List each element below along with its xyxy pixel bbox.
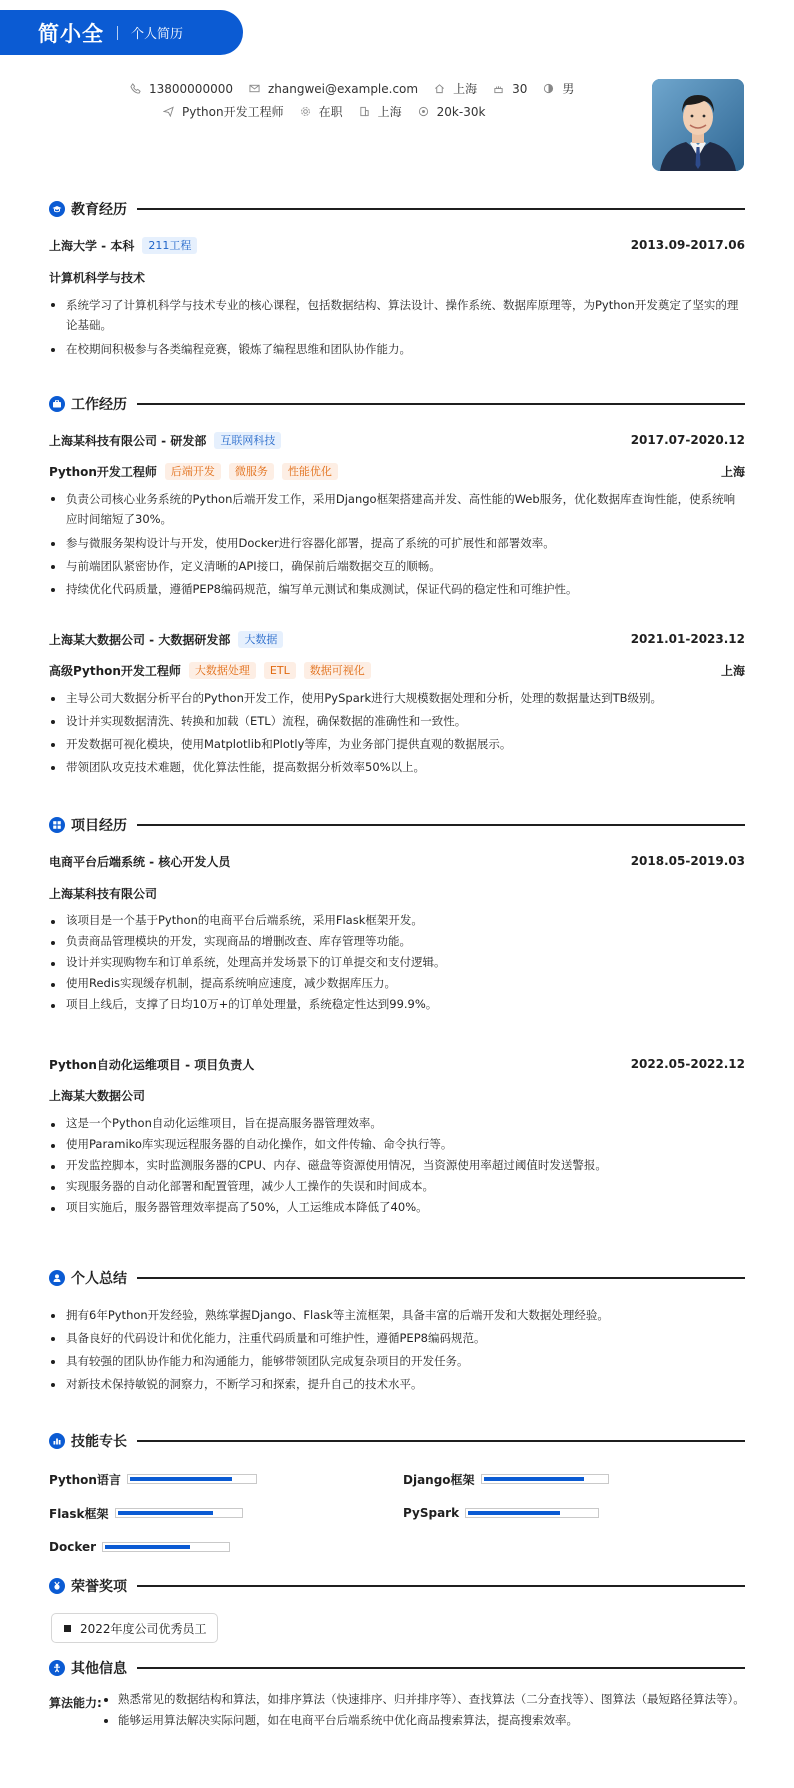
section-projects [49, 815, 745, 835]
project-name: Python自动化运维项目 - 项目负责人 [49, 1057, 255, 1072]
skill-tag: 后端开发 [165, 463, 221, 480]
job-info-row [163, 103, 633, 120]
education-major-row [49, 268, 745, 286]
job-role: 高级Python开发工程师 [49, 663, 181, 678]
home-icon [434, 83, 445, 94]
header-banner [0, 10, 243, 55]
award-text: 2022年度公司优秀员工 [80, 1621, 207, 1636]
school-tag: 211工程 [142, 237, 197, 254]
email-info [249, 82, 418, 96]
briefcase-icon [49, 396, 65, 412]
section-title-work: 工作经历 [71, 397, 127, 413]
list-item: 熟悉常见的数据结构和算法，如排序算法（快速排序、归并排序等）、查找算法（二分查找等）、图算法（最短路径算法等）。 [102, 1689, 745, 1710]
gear-icon [300, 106, 311, 117]
project-company: 上海某科技有限公司 [49, 886, 158, 901]
skill-tag: 大数据处理 [189, 662, 256, 679]
cake-icon [493, 83, 504, 94]
project-1-bullets [49, 910, 745, 1015]
bar-chart-icon [49, 1433, 65, 1449]
skill-tag: 数据可视化 [304, 662, 371, 679]
list-item: 拥有6年Python开发经验，熟练掌握Django、Flask等主流框架，具备丰富的后端开发和大数据处理经验。 [49, 1304, 745, 1327]
skill-bar-fill [468, 1511, 560, 1515]
skill-item [49, 1505, 243, 1521]
section-summary [49, 1268, 745, 1288]
list-item: 具备良好的代码设计和优化能力，注重代码质量和可维护性，遵循PEP8编码规范。 [49, 1327, 745, 1350]
job-role: Python开发工程师 [49, 464, 157, 479]
project-company: 上海某大数据公司 [49, 1088, 146, 1103]
other-label: 算法能力: [49, 1696, 102, 1710]
skill-tag: 微服务 [229, 463, 274, 480]
list-item: 带领团队攻克技术难题，优化算法性能，提高数据分析效率50%以上。 [49, 756, 745, 779]
skill-name: PySpark [403, 1506, 460, 1520]
work-date: 2017.07-2020.12 [630, 433, 745, 447]
resume-subtitle: 个人简历 [131, 27, 184, 42]
list-item: 对新技术保持敏锐的洞察力，不断学习和探索，提升自己的技术水平。 [49, 1373, 745, 1396]
work-1-header [49, 431, 745, 449]
skill-name: Python语言 [49, 1472, 121, 1487]
section-title-skills: 技能专长 [71, 1434, 127, 1450]
skill-name: Flask框架 [49, 1506, 109, 1521]
phone-text: 13800000000 [149, 81, 233, 96]
skill-bar-fill [484, 1477, 584, 1481]
list-item: 参与微服务架构设计与开发，使用Docker进行容器化部署，提高了系统的可扩展性和部署效率。 [49, 532, 745, 555]
skill-item [403, 1471, 609, 1487]
section-skills [49, 1431, 745, 1451]
salary-text: 20k-30k [436, 104, 486, 119]
list-item: 具有较强的团队协作能力和沟通能力，能够带领团队完成复杂项目的开发任务。 [49, 1350, 745, 1373]
section-work [49, 394, 745, 414]
list-item: 项目实施后，服务器管理效率提高了50%，人工运维成本降低了40%。 [49, 1197, 745, 1218]
position-text: Python开发工程师 [182, 105, 284, 119]
work-1-bullets [49, 487, 745, 601]
section-divider [137, 1667, 745, 1669]
section-title-education: 教育经历 [71, 202, 127, 218]
list-item: 项目上线后，支撑了日均10万+的订单处理量，系统稳定性达到99.9%。 [49, 994, 745, 1015]
work-city: 上海 [720, 663, 745, 678]
skill-bar [465, 1508, 599, 1518]
other-bullets [102, 1689, 745, 1731]
section-title-summary: 个人总结 [71, 1271, 127, 1287]
list-item: 设计并实现购物车和订单系统，处理高并发场景下的订单提交和支付逻辑。 [49, 952, 745, 973]
skill-item [403, 1505, 599, 1521]
work-2-bullets [49, 687, 745, 779]
gender-info [543, 80, 574, 97]
project-date: 2018.05-2019.03 [630, 854, 745, 868]
age-text: 30 [512, 81, 528, 96]
header-divider [117, 26, 118, 40]
list-item: 使用Paramiko库实现远程服务器的自动化操作，如文件传输、命令执行等。 [49, 1134, 745, 1155]
skill-bar-fill [105, 1545, 190, 1549]
skill-bar-fill [118, 1511, 213, 1515]
skill-name: Django框架 [403, 1472, 475, 1487]
skill-bar [127, 1474, 257, 1484]
graduation-cap-icon [49, 201, 65, 217]
grid-icon [49, 817, 65, 833]
major: 计算机科学与技术 [49, 270, 146, 285]
project-1-company-row [49, 884, 745, 902]
award-marker [64, 1625, 71, 1632]
skill-bar-fill [130, 1477, 232, 1481]
list-item: 使用Redis实现缓存机制，提高系统响应速度，减少数据库压力。 [49, 973, 745, 994]
summary-bullets [49, 1304, 745, 1396]
list-item: 能够运用算法解决实际问题，如在电商平台后端系统中优化商品搜索算法，提高搜索效率。 [102, 1710, 745, 1731]
list-item: 开发监控脚本，实时监测服务器的CPU、内存、磁盘等资源使用情况，当资源使用率超过阈值时发送警报。 [49, 1155, 745, 1176]
section-divider [137, 208, 745, 210]
list-item: 在校期间积极参与各类编程竞赛，锻炼了编程思维和团队协作能力。 [49, 338, 745, 361]
list-item: 实现服务器的自动化部署和配置管理，减少人工操作的失误和时间成本。 [49, 1176, 745, 1197]
school-name: 上海大学 - 本科 [49, 238, 135, 253]
building-icon [359, 106, 370, 117]
project-date: 2022.05-2022.12 [630, 1057, 745, 1071]
salary-info [418, 105, 486, 119]
company-name: 上海某大数据公司 - 大数据研发部 [49, 632, 231, 647]
work-date: 2021.01-2023.12 [630, 632, 745, 646]
status-text: 在职 [318, 105, 343, 119]
list-item: 这是一个Python自动化运维项目，旨在提高服务器管理效率。 [49, 1113, 745, 1134]
phone-icon [130, 83, 141, 94]
project-2-header [49, 1055, 745, 1073]
phone-info [130, 82, 233, 96]
award-badge [51, 1613, 218, 1643]
section-education [49, 199, 745, 219]
section-other [49, 1658, 745, 1678]
person-icon [49, 1660, 65, 1676]
user-icon [49, 1270, 65, 1286]
list-item: 与前端团队紧密协作，定义清晰的API接口，确保前后端数据交互的顺畅。 [49, 555, 745, 578]
city-info [359, 103, 402, 120]
skill-tag: 性能优化 [282, 463, 338, 480]
list-item: 该项目是一个基于Python的电商平台后端系统，采用Flask框架开发。 [49, 910, 745, 931]
resume-name: 简小全 [38, 21, 104, 46]
project-name: 电商平台后端系统 - 核心开发人员 [49, 854, 231, 869]
work-1-role-row [49, 462, 745, 480]
list-item: 负责公司核心业务系统的Python后端开发工作，采用Django框架搭建高并发、高性能的Web服务，优化数据库查询性能，使系统响应时间缩短了30%。 [49, 487, 745, 532]
mail-icon [249, 83, 260, 94]
city-text: 上海 [377, 105, 402, 119]
medal-icon [49, 1578, 65, 1594]
age-info [493, 82, 527, 96]
skill-bar [115, 1508, 243, 1518]
project-2-company-row [49, 1086, 745, 1104]
profile-photo [652, 79, 744, 171]
location-info [434, 80, 477, 97]
list-item: 开发数据可视化模块，使用Matplotlib和Plotly等库，为业务部门提供直观的数据展示。 [49, 733, 745, 756]
status-info [300, 103, 343, 120]
gender-text: 男 [562, 82, 575, 96]
list-item: 系统学习了计算机科学与技术专业的核心课程，包括数据结构、算法设计、操作系统、数据库原理等，为Python开发奠定了坚实的理论基础。 [49, 293, 745, 338]
list-item: 主导公司大数据分析平台的Python开发工作，使用PySpark进行大规模数据处理和分析，处理的数据量达到TB级别。 [49, 687, 745, 710]
list-item: 负责商品管理模块的开发，实现商品的增删改查、库存管理等功能。 [49, 931, 745, 952]
send-icon [163, 106, 174, 117]
email-text: zhangwei@example.com [267, 81, 419, 96]
project-2-bullets [49, 1113, 745, 1218]
education-date: 2013.09-2017.06 [630, 238, 745, 252]
skill-item [49, 1539, 230, 1555]
section-divider [137, 1585, 745, 1587]
section-divider [137, 403, 745, 405]
section-divider [137, 824, 745, 826]
money-icon [418, 106, 429, 117]
gender-icon [543, 83, 554, 94]
section-title-projects: 项目经历 [71, 818, 127, 834]
skill-bar [481, 1474, 609, 1484]
list-item: 设计并实现数据清洗、转换和加载（ETL）流程，确保数据的准确性和一致性。 [49, 710, 745, 733]
section-divider [137, 1440, 745, 1442]
skill-item [49, 1471, 257, 1487]
position-info [163, 103, 284, 120]
list-item: 持续优化代码质量，遵循PEP8编码规范，编写单元测试和集成测试，保证代码的稳定性和可维护性。 [49, 578, 745, 601]
skill-name: Docker [49, 1540, 97, 1554]
section-honors [49, 1576, 745, 1596]
skill-bar [102, 1542, 230, 1552]
project-1-header [49, 852, 745, 870]
work-city: 上海 [720, 464, 745, 479]
work-2-header [49, 630, 745, 648]
section-title-honors: 荣誉奖项 [71, 1579, 127, 1595]
contact-info-row [130, 80, 600, 97]
work-2-role-row [49, 661, 745, 679]
company-name: 上海某科技有限公司 - 研发部 [49, 433, 207, 448]
section-title-other: 其他信息 [71, 1661, 127, 1677]
location-text: 上海 [453, 82, 478, 96]
education-bullets [49, 293, 745, 361]
skill-tag: ETL [264, 662, 296, 679]
education-header [49, 236, 745, 254]
section-divider [137, 1277, 745, 1279]
industry-tag: 互联网科技 [214, 432, 281, 449]
industry-tag: 大数据 [238, 631, 283, 648]
